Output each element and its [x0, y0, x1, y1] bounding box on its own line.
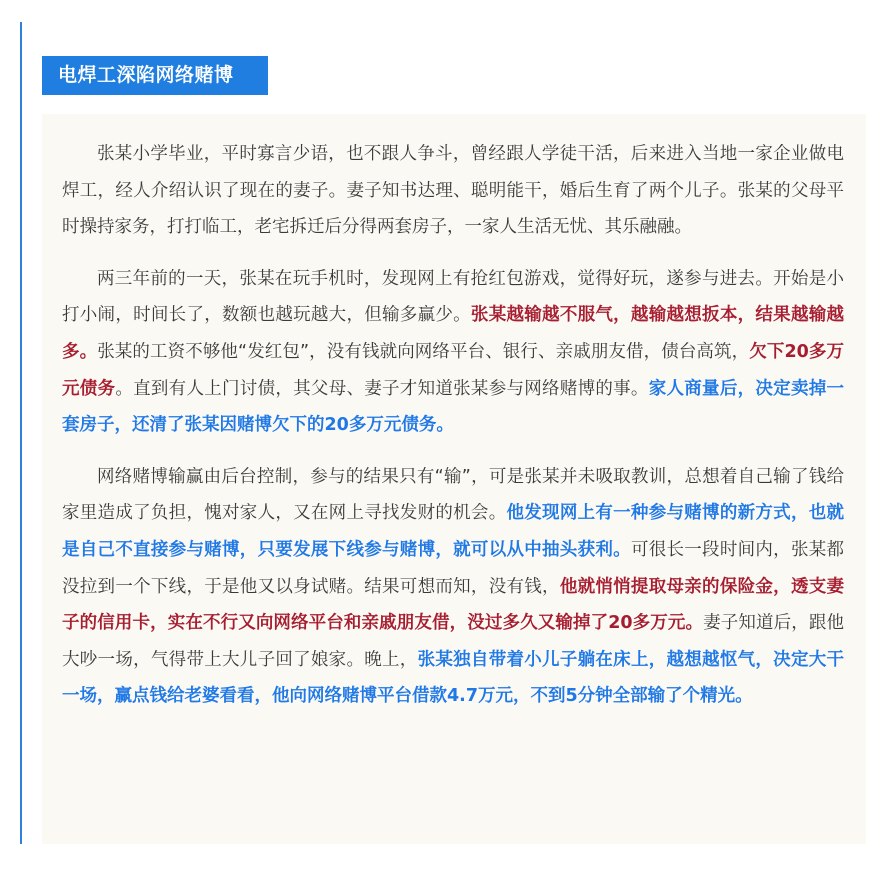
paragraph-3-text-1: 网络赌博输赢由后台控制，参与的结果只有“输”，可是张某并未吸取教训，总想着自己输了钱给家里造成了负担，愧对家人，又在网上寻找发财的机会。	[62, 466, 844, 524]
section-heading-title: 电焊工深陷网络赌博	[58, 64, 234, 86]
paragraph-3-text-3: 妻子知道后，跟他大吵一场，气得带上大儿子回了娘家。晚上，	[62, 613, 844, 670]
paragraph-3-blue-highlight-2: 张某独自带着小儿子躺在床上，越想越怄气，决定大干一场，赢点钱给老婆看看，他向网络赌博平台借款4.7万元，不到5分钟全部输了个精光。	[62, 649, 845, 707]
paragraph-2-blue-highlight-1: 家人商量后，决定卖掉一套房子，还清了张某因赌博欠下的20多万元债务。	[62, 378, 845, 436]
paragraph-2-text-1: 两三年前的一天，张某在玩手机时，发现网上有抢红包游戏，觉得好玩，遂参与进去。开始是小打小闹，时间长了，数额也越玩越大，但输多赢少。	[62, 268, 844, 326]
paragraph-1-text: 张某小学毕业，平时寡言少语，也不跟人争斗，曾经跟人学徒干活，后来进入当地一家企业做电焊工，经人介绍认识了现在的妻子。妻子知书达理、聪明能干，婚后生育了两个儿子。张某的父母平时操持家务，打打临工，老宅拆迁后分得两套房子，一家人生活无忧、其乐融融。	[62, 144, 844, 238]
paragraph-2-text-2: 张某的工资不够他“发红包”，没有钱就向网络平台、银行、亲戚朋友借，债台高筑，	[97, 341, 750, 362]
section-heading	[42, 56, 268, 95]
article-body	[42, 114, 866, 844]
left-accent-rule	[20, 22, 22, 844]
paragraph-3-red-highlight-1: 他就悄悄提取母亲的保险金，透支妻子的信用卡，实在不行又向网络平台和亲戚朋友借，没过多久又输掉了20多万元。	[62, 576, 844, 634]
paragraph-2-red-highlight-2: 欠下20多万元债务	[62, 341, 844, 399]
paragraph-2-text-3: 。直到有人上门讨债，其父母、妻子才知道张某参与网络赌博的事。	[115, 378, 649, 399]
paragraph-3-text-2: 可很长一段时间内，张某都没拉到一个下线，于是他又以身试赌。结果可想而知，没有钱，	[62, 539, 845, 597]
paragraph-3-blue-highlight-1: 他发现网上有一种参与赌博的新方式，也就是自己不直接参与赌博，只要发展下线参与赌博，就可以从中抽头获利。	[62, 503, 845, 560]
paragraph-2	[62, 261, 844, 444]
paragraph-2-red-highlight-1: 张某越输越不服气，越输越想扳本，结果越输越多。	[62, 305, 845, 362]
paragraph-3	[62, 459, 844, 715]
paragraph-1	[62, 136, 844, 246]
